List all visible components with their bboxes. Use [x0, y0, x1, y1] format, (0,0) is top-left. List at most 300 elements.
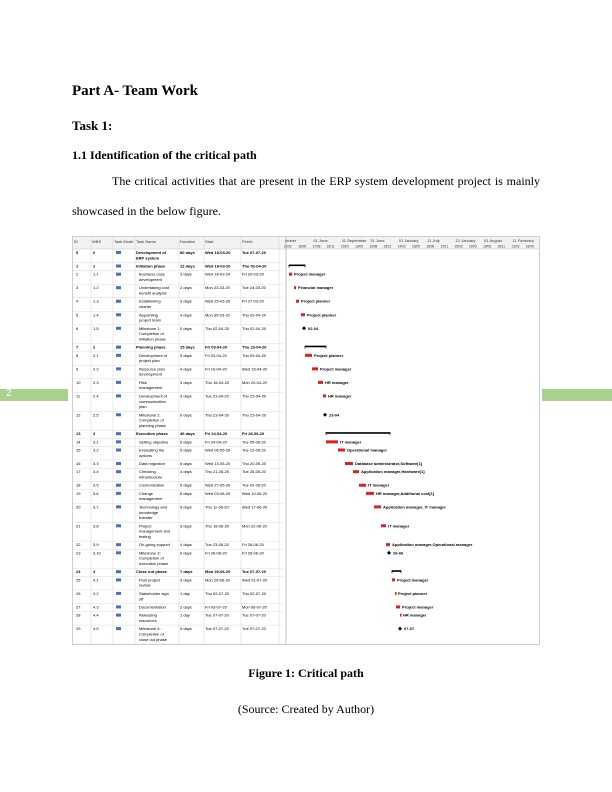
- task-mode-icon: [116, 605, 121, 608]
- task-mode-icon: [116, 614, 121, 617]
- row-start: Wed 18-03-20: [205, 271, 231, 277]
- summary-bar: [326, 432, 390, 434]
- row-finish: Fri 20-03-20: [242, 271, 264, 277]
- row-task-name: project team: [139, 317, 162, 323]
- row-task-name: Milestone 2:: [139, 412, 161, 418]
- row-task-name: On-going support: [139, 542, 170, 548]
- row-finish: Tue 05-05-20: [242, 439, 266, 445]
- row-id: 14: [76, 439, 81, 445]
- resource-label: Financial manager: [298, 285, 334, 291]
- row-duration: 3 days: [180, 577, 192, 583]
- row-start: Thu 16-04-20: [205, 379, 230, 385]
- row-wbs: 3.1: [93, 439, 99, 445]
- row-wbs: 3.2: [93, 447, 99, 453]
- row-task-name: Evaluating the: [139, 447, 165, 453]
- row-finish: Tue 07-07-20: [242, 626, 266, 632]
- row-duration: 12 days: [180, 263, 195, 269]
- row-task-name: ERP system: [136, 255, 160, 261]
- row-duration: 3 days: [180, 271, 192, 277]
- row-start: Mon 23-03-20: [205, 285, 230, 291]
- row-duration: 2 days: [180, 604, 192, 610]
- row-start: Fri 03-07-20: [205, 604, 227, 610]
- timeline-bottom-label: 18/11: [326, 244, 335, 249]
- row-finish: Mon 06-07-20: [242, 604, 267, 610]
- resource-label: HR manager: [328, 393, 352, 399]
- row-finish: Thu 02-07-20: [242, 590, 267, 596]
- resource-label: Application manager, IT manager: [383, 504, 446, 510]
- task-mode-icon: [116, 627, 121, 630]
- summary-bar: [289, 265, 305, 267]
- row-id: 13: [76, 431, 81, 437]
- col-duration-header: Duration: [180, 239, 196, 244]
- row-task-name: resources: [139, 617, 157, 623]
- row-task-name: Resource plan: [139, 366, 165, 372]
- row-finish: Tue 07-07-20: [242, 569, 266, 575]
- row-task-name: Execution phase: [136, 431, 168, 437]
- row-finish: Thu 20-05-20: [242, 461, 267, 467]
- row-wbs: 3.10: [93, 550, 101, 556]
- task-mode-icon: [116, 432, 121, 435]
- row-id: 22: [76, 542, 81, 548]
- col-id-header: ID: [74, 239, 78, 244]
- critical-task-bar: [305, 354, 312, 357]
- row-finish: Fri 26-06-20: [242, 431, 265, 437]
- row-finish: Thu 09-04-20: [242, 352, 267, 358]
- row-task-name: Development of: [136, 250, 167, 255]
- timeline-top-label: 21 January: [455, 238, 476, 243]
- resource-label: Project planner: [398, 590, 428, 596]
- row-wbs: 0: [93, 250, 96, 255]
- row-duration: 3 days: [180, 523, 192, 529]
- row-finish: Tue 12-05-20: [242, 447, 266, 453]
- row-task-name: project plan: [139, 358, 160, 364]
- critical-task-bar: [326, 440, 338, 443]
- row-duration: 0 days: [180, 626, 192, 632]
- row-task-name: Releasing: [139, 612, 157, 618]
- critical-task-bar: [318, 381, 323, 384]
- resource-label: HR manager,Additional cost[1]: [376, 490, 435, 496]
- row-task-name: review: [139, 582, 151, 588]
- row-finish: Mon 20-04-20: [242, 379, 267, 385]
- row-finish: Thu 02-04-20: [242, 312, 267, 318]
- row-duration: 3 days: [180, 393, 192, 399]
- resource-label: Project manager: [294, 271, 326, 277]
- row-id: 10: [76, 379, 81, 385]
- row-duration: 6 days: [180, 439, 192, 445]
- row-finish: Thu 02-04-20: [242, 325, 267, 331]
- row-id: 4: [76, 298, 79, 304]
- milestone-label: 02-04: [308, 325, 319, 331]
- row-id: 24: [76, 569, 81, 575]
- row-task-name: Change: [139, 490, 154, 496]
- row-task-name: Planning phase: [136, 344, 166, 350]
- row-start: Thu 21-05-20: [205, 469, 230, 475]
- resource-label: HR manager: [403, 612, 427, 618]
- row-wbs: 2.2: [93, 366, 99, 372]
- row-duration: 0 days: [180, 412, 192, 418]
- timeline-bottom-label: 19/11: [440, 244, 449, 249]
- row-task-name: Appointing: [139, 312, 158, 318]
- row-finish: Mon 22-06-20: [242, 523, 267, 529]
- row-wbs: 2: [93, 344, 96, 350]
- timeline-top-label: 01 January: [398, 238, 419, 243]
- timeline-top-label: 01 August: [484, 238, 502, 243]
- row-task-name: Post project: [139, 577, 161, 583]
- row-wbs: 3.3: [93, 461, 99, 467]
- critical-task-bar: [366, 492, 374, 495]
- resource-label: Project planner: [314, 352, 344, 358]
- resource-label: IT manager: [340, 439, 362, 445]
- row-task-name: Establishing: [139, 298, 161, 304]
- task-mode-icon: [116, 592, 121, 595]
- row-duration: 15 days: [180, 344, 195, 350]
- row-task-name: development: [139, 277, 162, 283]
- task-mode-icon: [116, 327, 121, 330]
- timeline-bottom-label: 16/05: [468, 244, 477, 249]
- row-finish: Wed 15-04-20: [242, 366, 268, 372]
- heading-part-a: Part A- Team Work: [72, 83, 198, 99]
- milestone-diamond: [398, 627, 402, 631]
- row-finish: Thu 23-04-20: [242, 412, 267, 418]
- row-task-name: Business case: [139, 271, 165, 277]
- critical-task-bar: [353, 470, 359, 473]
- heading-task-1: Task 1:: [72, 118, 113, 133]
- timeline-bottom-label: 14/02: [397, 244, 406, 249]
- resource-label: Project planner: [307, 312, 337, 318]
- row-task-name: initiation phase: [139, 336, 166, 342]
- row-finish: Tue 26-05-20: [242, 469, 266, 475]
- task-mode-icon: [116, 543, 121, 546]
- row-start: Tue 23-06-20: [205, 542, 229, 548]
- row-task-name: Risk: [139, 379, 147, 385]
- task-mode-icon: [116, 354, 121, 357]
- row-id: 18: [76, 482, 81, 488]
- milestone-diamond: [387, 551, 391, 555]
- row-id: 1: [76, 263, 79, 269]
- timeline-top-label: 11 September: [341, 238, 367, 243]
- row-task-name: transfer: [139, 515, 153, 521]
- row-task-name: Milestone 1:: [139, 325, 161, 331]
- task-mode-icon: [116, 578, 121, 581]
- milestone-diamond: [323, 413, 327, 417]
- milestone-label: 23-04: [329, 412, 340, 418]
- row-wbs: 1.4: [93, 312, 99, 318]
- resource-label: Project manager: [402, 604, 434, 610]
- row-duration: 3 days: [180, 298, 192, 304]
- resource-label: HR manager: [325, 379, 349, 385]
- row-start: Thu 18-06-20: [205, 523, 230, 529]
- task-mode-icon: [116, 251, 121, 254]
- row-task-name: communication: [139, 398, 166, 404]
- critical-task-bar: [345, 462, 353, 465]
- resource-label: Application manager,Hardware[1]: [361, 469, 425, 475]
- task-mode-icon: [116, 300, 121, 303]
- row-finish: Tue 07-07-20: [242, 250, 266, 255]
- row-id: 0: [76, 250, 79, 255]
- critical-task-bar: [289, 273, 292, 276]
- critical-task-bar: [294, 286, 296, 289]
- row-start: Wed 27-05-20: [205, 482, 231, 488]
- row-finish: Wed 17-06-20: [242, 504, 268, 510]
- resource-label: Operational manager: [347, 447, 388, 453]
- task-mode-icon: [116, 265, 121, 268]
- task-mode-icon: [116, 492, 121, 495]
- row-task-name: management: [139, 496, 163, 502]
- row-task-name: Development of: [139, 352, 168, 358]
- row-wbs: 4.1: [93, 577, 99, 583]
- timeline-bottom-label: 18/11: [383, 244, 392, 249]
- row-start: Fri 26-06-20: [205, 550, 227, 556]
- task-mode-icon: [116, 570, 121, 573]
- milestone-diamond: [302, 326, 306, 330]
- row-task-name: plan: [139, 404, 147, 410]
- row-task-name: Project: [139, 523, 152, 529]
- row-wbs: 2.5: [93, 412, 99, 418]
- task-mode-icon: [116, 484, 121, 487]
- row-id: 19: [76, 490, 81, 496]
- row-task-name: Stakeholder sign: [139, 590, 169, 596]
- row-duration: 4 days: [180, 469, 192, 475]
- timeline-bottom-label: 18/11: [497, 244, 506, 249]
- row-duration: 0 days: [180, 550, 192, 556]
- row-wbs: 1.2: [93, 285, 99, 291]
- timeline-bottom-label: 16/08: [369, 244, 378, 249]
- row-start: Tue 07-07-20: [205, 612, 229, 618]
- row-id: 28: [76, 612, 81, 618]
- row-task-name: Documentation: [139, 604, 166, 610]
- row-task-name: Completion of: [139, 417, 164, 423]
- row-task-name: Completion of: [139, 555, 164, 561]
- task-mode-icon: [116, 413, 121, 416]
- row-start: Mon 29-06-20: [205, 569, 231, 575]
- row-wbs: 2.3: [93, 379, 99, 385]
- row-duration: 5 days: [180, 352, 192, 358]
- critical-task-bar: [338, 449, 345, 452]
- row-wbs: 3.4: [93, 469, 99, 475]
- resource-label: Application manager,Operational manager: [392, 542, 473, 548]
- row-duration: 0 days: [180, 325, 192, 331]
- row-wbs: 3.8: [93, 523, 99, 529]
- row-duration: 6 days: [180, 490, 192, 496]
- critical-task-bar: [386, 543, 390, 546]
- critical-task-bar: [312, 367, 318, 370]
- task-mode-icon: [116, 381, 121, 384]
- row-start: Thu 11-06-20: [205, 504, 229, 510]
- critical-task-bar: [374, 505, 381, 508]
- row-wbs: 4.4: [93, 612, 99, 618]
- row-finish: Fri 27-03-20: [242, 298, 264, 304]
- col-wbs-header: WBS: [92, 239, 102, 244]
- row-start: Thu 02-07-20: [205, 590, 230, 596]
- heading-critical-path: 1.1 Identification of the critical path: [72, 148, 257, 162]
- row-task-name: development: [139, 371, 162, 377]
- row-finish: Thu 02-04-20: [242, 263, 267, 269]
- critical-task-bar: [381, 524, 386, 527]
- row-finish: Fri 26-06-20: [242, 550, 264, 556]
- critical-task-bar: [301, 313, 305, 316]
- row-start: Fri 24-04-20: [205, 439, 227, 445]
- row-duration: 3 days: [180, 379, 192, 385]
- row-finish: Thu 23-04-20: [242, 393, 267, 399]
- row-id: 16: [76, 461, 81, 467]
- row-wbs: 4.3: [93, 604, 99, 610]
- critical-task-bar: [359, 484, 366, 487]
- row-task-name: Completion of: [139, 631, 164, 637]
- row-task-name: testing: [139, 534, 151, 540]
- row-wbs: 3.6: [93, 490, 99, 496]
- row-task-name: knowledge: [139, 509, 159, 515]
- row-wbs: 4: [93, 569, 96, 575]
- row-duration: 4 days: [180, 542, 192, 548]
- row-wbs: 1: [93, 263, 96, 269]
- task-mode-icon: [116, 346, 121, 349]
- row-duration: 46 days: [180, 431, 195, 437]
- row-finish: Tue 24-03-20: [242, 285, 266, 291]
- row-start: Wed 18-03-20: [205, 250, 231, 255]
- row-task-name: planning phase: [139, 423, 167, 429]
- col-start-header: Start: [205, 239, 214, 244]
- timeline-top-label: 21 June: [370, 238, 385, 243]
- row-finish: Wed 01-07-20: [242, 577, 268, 583]
- row-start: Wed 03-06-20: [205, 490, 231, 496]
- resource-label: IT manager: [368, 482, 390, 488]
- timeline-top-label: 11 July: [427, 238, 440, 243]
- timeline-bottom-label: 18/08: [426, 244, 435, 249]
- summary-bar: [305, 346, 326, 348]
- row-start: Tue 07-07-20: [205, 626, 229, 632]
- row-task-name: Completion of: [139, 331, 164, 337]
- row-start: Fri 24-04-20: [205, 431, 228, 437]
- row-id: 15: [76, 447, 81, 453]
- task-mode-icon: [116, 286, 121, 289]
- row-task-name: Development of: [139, 393, 168, 399]
- row-duration: 2 days: [180, 285, 192, 291]
- task-mode-icon: [116, 462, 121, 465]
- task-mode-icon: [116, 505, 121, 508]
- row-start: Wed 13-05-20: [205, 461, 231, 467]
- row-duration: 5 days: [180, 504, 192, 510]
- row-start: Fri 03-04-20: [205, 352, 227, 358]
- task-mode-icon: [116, 440, 121, 443]
- row-wbs: 3.7: [93, 504, 99, 510]
- row-task-name: Undertaking cost: [139, 285, 170, 291]
- row-task-name: Technology and: [139, 504, 168, 510]
- figure-caption: Figure 1: Critical path: [248, 666, 364, 680]
- row-wbs: 3.9: [93, 542, 99, 548]
- row-finish: Tue 02-06-20: [242, 482, 266, 488]
- row-id: 12: [76, 412, 81, 418]
- row-id: 27: [76, 604, 81, 610]
- row-duration: 6 days: [180, 461, 192, 467]
- row-start: Fri 10-04-20: [205, 366, 227, 372]
- row-task-name: Data migration: [139, 461, 166, 467]
- row-wbs: 4.2: [93, 590, 99, 596]
- row-id: 5: [76, 312, 79, 318]
- row-id: 25: [76, 577, 81, 583]
- timeline-bottom-label: 13/02: [511, 244, 520, 249]
- row-start: Mon 30-03-20: [205, 312, 230, 318]
- task-mode-icon: [116, 449, 121, 452]
- row-wbs: 1.5: [93, 325, 99, 331]
- row-id: 23: [76, 550, 81, 556]
- row-id: 29: [76, 626, 81, 632]
- row-id: 6: [76, 325, 79, 331]
- timeline-bottom-label: 16/05: [298, 244, 307, 249]
- gantt-chart: [73, 237, 539, 644]
- summary-bar: [392, 570, 401, 572]
- row-task-name: Milestone 4:: [139, 626, 161, 632]
- task-mode-icon: [116, 273, 121, 276]
- row-start: Wed 25-03-20: [205, 298, 231, 304]
- row-wbs: 2.4: [93, 393, 99, 399]
- timeline-bottom-label: 11/02: [284, 244, 292, 249]
- row-task-name: close out phase: [139, 636, 168, 642]
- timeline-bottom-label: 17/08: [312, 244, 321, 249]
- row-task-name: execution phase: [139, 561, 169, 567]
- col-task-name-header: Task Name: [136, 239, 157, 244]
- row-task-name: infrastructure: [139, 474, 163, 480]
- row-finish: Fri 26-06-20: [242, 542, 264, 548]
- row-wbs: 3.5: [93, 482, 99, 488]
- resource-label: IT manager: [388, 523, 410, 529]
- row-task-name: Milestone 3:: [139, 550, 161, 556]
- critical-task-bar: [323, 394, 326, 397]
- figure-source: (Source: Created by Author): [237, 702, 375, 716]
- row-task-name: Checking: [139, 469, 156, 475]
- body-paragraph-line-2: showcased in the below figure.: [72, 204, 221, 218]
- row-start: Tue 21-04-20: [205, 393, 229, 399]
- timeline-top-label: 11 February: [512, 238, 534, 243]
- resource-label: Database administrator,Software[1]: [355, 461, 423, 467]
- row-task-name: off: [139, 596, 144, 602]
- task-mode-icon: [116, 367, 121, 370]
- row-id: 7: [76, 344, 79, 350]
- row-duration: 1 day: [180, 590, 190, 596]
- row-wbs: 2.1: [93, 352, 99, 358]
- row-task-name: options: [139, 452, 152, 458]
- row-start: Fri 03-04-20: [205, 344, 228, 350]
- row-id: 26: [76, 590, 81, 596]
- timeline-top-label: ember: [285, 238, 297, 243]
- row-start: Thu 02-04-20: [205, 325, 230, 331]
- row-finish: Thu 23-04-20: [242, 344, 267, 350]
- row-task-name: Initiation phase: [136, 263, 166, 269]
- row-wbs: 1.1: [93, 271, 99, 277]
- critical-task-bar: [400, 614, 402, 617]
- row-task-name: Close out phase: [136, 569, 167, 575]
- critical-task-bar: [396, 605, 400, 608]
- milestone-label: 26-06: [393, 550, 404, 556]
- row-id: 9: [76, 366, 79, 372]
- col-mode-header: Task Mode: [114, 239, 134, 244]
- row-finish: Tue 07-07-20: [242, 612, 266, 618]
- row-duration: 4 days: [180, 312, 192, 318]
- row-id: 2: [76, 271, 79, 277]
- resource-label: Project planner: [301, 298, 331, 304]
- row-start: Thu 23-04-20: [205, 412, 230, 418]
- row-id: 11: [76, 393, 81, 399]
- row-finish: Wed 10-06-20: [242, 490, 268, 496]
- timeline-bottom-label: 16/05: [412, 244, 420, 249]
- milestone-label: 07-07: [404, 626, 415, 632]
- row-duration: 1 day: [180, 612, 190, 618]
- critical-task-bar: [296, 300, 299, 303]
- timeline-bottom-label: 15/05: [525, 244, 534, 249]
- row-duration: 80 days: [180, 250, 195, 255]
- gantt-chart-figure: [72, 236, 540, 645]
- timeline-bottom-label: 15/02: [454, 244, 463, 249]
- row-task-name: management: [139, 385, 163, 391]
